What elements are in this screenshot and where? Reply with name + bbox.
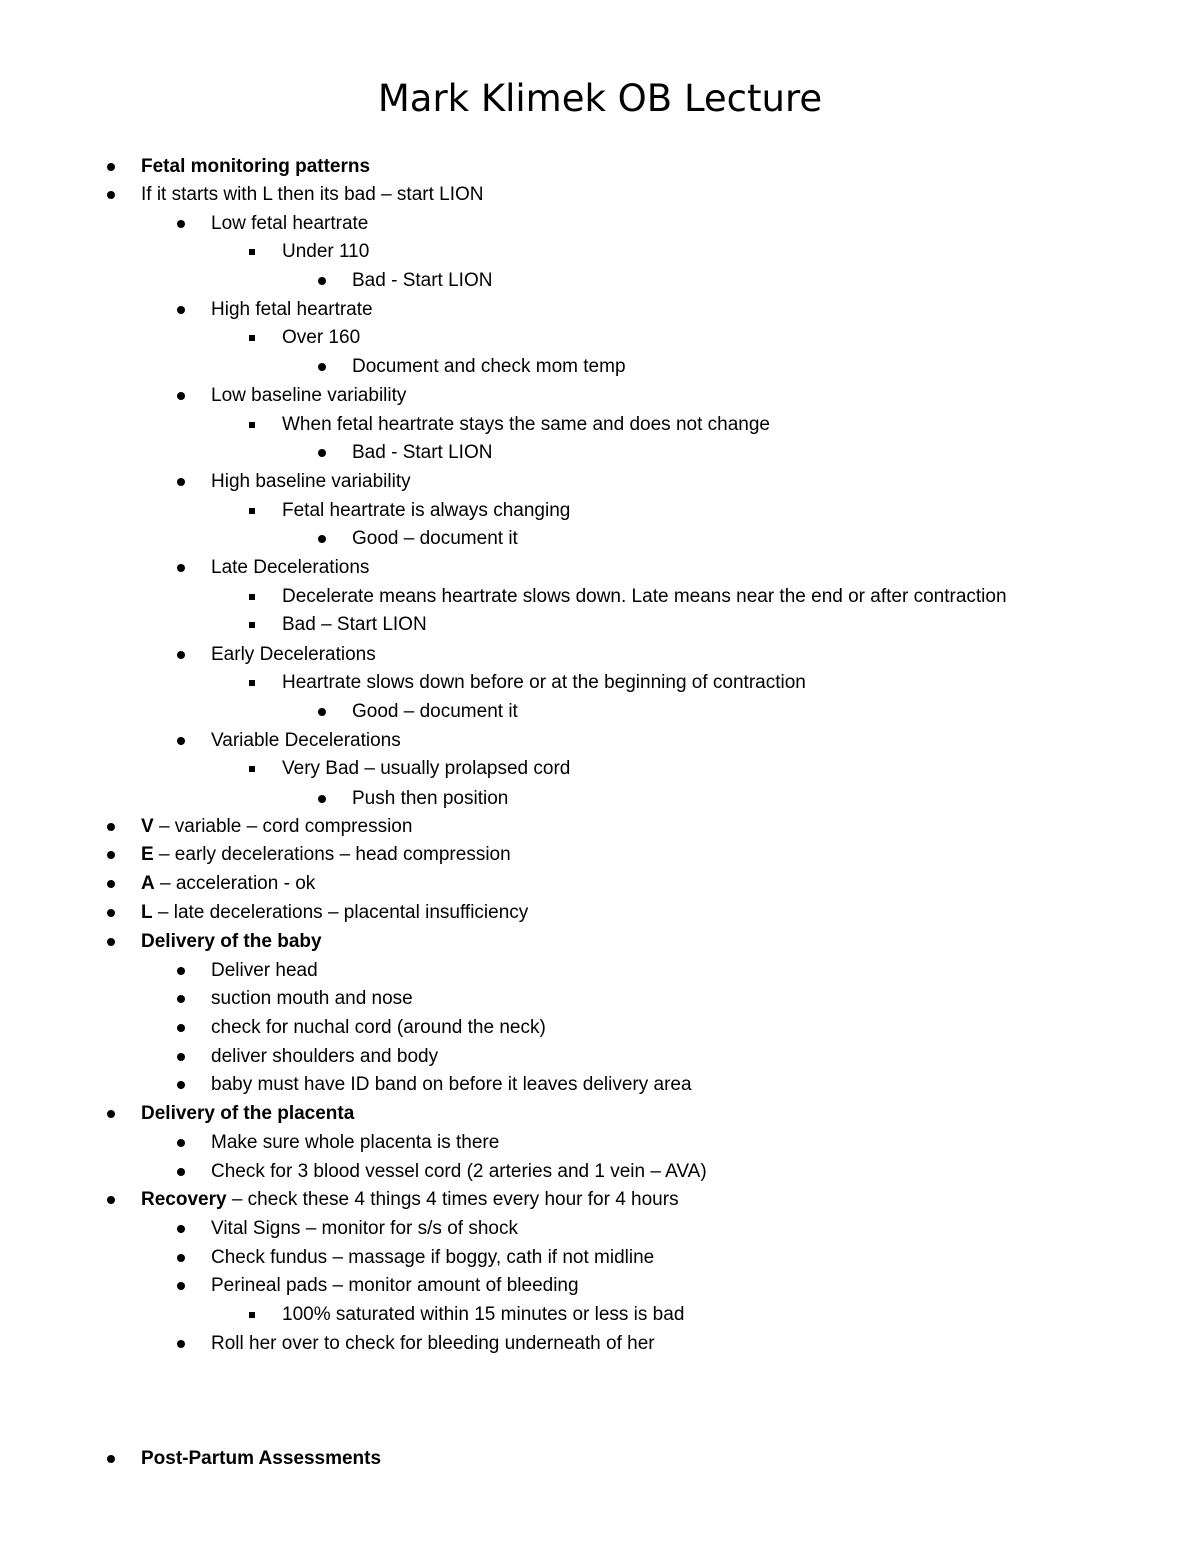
list-item xyxy=(0,411,1200,439)
list-item-text xyxy=(141,181,484,209)
square-bullet-icon xyxy=(246,238,260,266)
list-item xyxy=(0,554,1200,582)
square-bullet-icon xyxy=(246,497,260,525)
list-item xyxy=(0,928,1200,956)
list-item-bold-text: E xyxy=(141,844,154,865)
list-item-text xyxy=(141,1186,679,1214)
list-item-body-text: baby must have ID band on before it leaves delivery area xyxy=(211,1074,692,1095)
list-item-bold-text: Fetal monitoring patterns xyxy=(141,156,371,177)
disc-bullet-icon xyxy=(105,899,119,927)
list-item xyxy=(0,439,1200,467)
square-bullet-icon xyxy=(246,611,260,639)
list-item xyxy=(0,1071,1200,1099)
list-item-body-text: Variable Decelerations xyxy=(211,730,401,751)
list-item-text xyxy=(141,1445,381,1473)
list-item-body-text: Bad - Start LION xyxy=(352,442,493,463)
list-item-body-text: Over 160 xyxy=(282,327,361,348)
list-item-text xyxy=(352,267,492,295)
list-item-body-text: Late Decelerations xyxy=(211,557,370,578)
square-bullet-icon xyxy=(246,583,260,611)
list-item-text xyxy=(211,210,368,238)
list-item xyxy=(0,899,1200,927)
list-item-body-text: Very Bad – usually prolapsed cord xyxy=(282,758,571,779)
list-item xyxy=(0,727,1200,755)
list-item-body-text: deliver shoulders and body xyxy=(211,1046,439,1067)
list-item xyxy=(0,296,1200,324)
list-item xyxy=(0,324,1200,352)
list-item xyxy=(0,382,1200,410)
disc-bullet-icon xyxy=(175,727,189,755)
list-item xyxy=(0,841,1200,869)
list-item-body-text: suction mouth and nose xyxy=(211,988,413,1009)
disc-bullet-icon xyxy=(175,1244,189,1272)
list-item-bold-text: V xyxy=(141,816,154,837)
disc-bullet-icon xyxy=(175,1014,189,1042)
list-item xyxy=(0,468,1200,496)
list-item-text xyxy=(211,1043,438,1071)
list-item-text xyxy=(211,727,401,755)
list-item xyxy=(0,583,1200,611)
list-item-text xyxy=(211,1215,518,1243)
disc-bullet-icon xyxy=(316,785,330,813)
list-item-body-text: – acceleration - ok xyxy=(154,873,316,894)
list-item-body-text: Check fundus – massage if boggy, cath if not midline xyxy=(211,1247,655,1268)
list-item xyxy=(0,353,1200,381)
list-item-body-text: Make sure whole placenta is there xyxy=(211,1132,500,1153)
disc-bullet-icon xyxy=(175,1129,189,1157)
disc-bullet-icon xyxy=(105,1186,119,1214)
list-item-bold-text: Delivery of the baby xyxy=(141,931,322,952)
list-item-bold-text: Post-Partum Assessments xyxy=(141,1448,382,1469)
list-item-text xyxy=(211,985,413,1013)
page-title: Mark Klimek OB Lecture xyxy=(377,77,823,120)
list-item-body-text: Bad – Start LION xyxy=(282,614,427,635)
disc-bullet-icon xyxy=(175,468,189,496)
list-item-text xyxy=(352,785,508,813)
list-item xyxy=(0,238,1200,266)
list-item xyxy=(0,611,1200,639)
list-item-text xyxy=(282,238,369,266)
list-item xyxy=(0,1330,1200,1358)
list-item-body-text: 100% saturated within 15 minutes or less is bad xyxy=(282,1304,685,1325)
square-bullet-icon xyxy=(246,324,260,352)
list-item xyxy=(0,1244,1200,1272)
list-item-text xyxy=(211,1158,707,1186)
list-item-body-text: When fetal heartrate stays the same and does not change xyxy=(282,414,770,435)
list-item xyxy=(0,497,1200,525)
list-item-text xyxy=(211,641,376,669)
disc-bullet-icon xyxy=(105,813,119,841)
list-item xyxy=(0,870,1200,898)
list-item-text xyxy=(211,382,406,410)
list-item xyxy=(0,1129,1200,1157)
list-item-text xyxy=(282,1301,684,1329)
list-item xyxy=(0,1215,1200,1243)
list-item-body-text: – variable – cord compression xyxy=(153,816,413,837)
disc-bullet-icon xyxy=(175,554,189,582)
list-item-body-text: If it starts with L then its bad – start LION xyxy=(141,184,484,205)
disc-bullet-icon xyxy=(316,439,330,467)
list-item-text xyxy=(141,841,511,869)
list-item xyxy=(0,525,1200,553)
list-item-text xyxy=(141,899,528,927)
disc-bullet-icon xyxy=(175,1272,189,1300)
list-item-text xyxy=(352,439,492,467)
disc-bullet-icon xyxy=(105,1100,119,1128)
list-item xyxy=(0,181,1200,209)
list-item xyxy=(0,755,1200,783)
disc-bullet-icon xyxy=(105,153,119,181)
disc-bullet-icon xyxy=(175,1158,189,1186)
list-item-body-text: – late decelerations – placental insufficiency xyxy=(152,902,529,923)
list-item-body-text: Low baseline variability xyxy=(211,385,407,406)
list-item-text xyxy=(282,611,427,639)
list-item-text xyxy=(211,296,373,324)
list-item-text xyxy=(211,1129,499,1157)
list-item-body-text: Early Decelerations xyxy=(211,644,376,665)
disc-bullet-icon xyxy=(105,928,119,956)
list-item-bold-text: L xyxy=(141,902,153,923)
list-item-body-text: Heartrate slows down before or at the beginning of contraction xyxy=(282,672,806,693)
list-item-body-text: Good – document it xyxy=(352,701,518,722)
list-item xyxy=(0,1301,1200,1329)
list-item-body-text: Document and check mom temp xyxy=(352,356,626,377)
list-item xyxy=(0,641,1200,669)
disc-bullet-icon xyxy=(316,267,330,295)
list-item-body-text: – early decelerations – head compression xyxy=(153,844,511,865)
list-item-body-text: High fetal heartrate xyxy=(211,299,373,320)
disc-bullet-icon xyxy=(175,210,189,238)
list-item-body-text: check for nuchal cord (around the neck) xyxy=(211,1017,546,1038)
list-item-body-text: Push then position xyxy=(352,788,509,809)
list-item-text xyxy=(282,324,360,352)
list-item xyxy=(0,669,1200,697)
disc-bullet-icon xyxy=(175,1215,189,1243)
disc-bullet-icon xyxy=(175,296,189,324)
list-item-text xyxy=(141,870,315,898)
list-item-body-text: Low fetal heartrate xyxy=(211,213,369,234)
list-item xyxy=(0,1186,1200,1214)
disc-bullet-icon xyxy=(175,1330,189,1358)
disc-bullet-icon xyxy=(316,525,330,553)
list-item-bold-text: Delivery of the placenta xyxy=(141,1103,355,1124)
list-item-text xyxy=(211,1330,655,1358)
list-item xyxy=(0,1100,1200,1128)
disc-bullet-icon xyxy=(105,181,119,209)
list-item-text xyxy=(141,153,370,181)
list-item xyxy=(0,1158,1200,1186)
list-item xyxy=(0,813,1200,841)
disc-bullet-icon xyxy=(316,698,330,726)
list-item xyxy=(0,210,1200,238)
list-item-text xyxy=(282,411,770,439)
list-item-text xyxy=(282,755,570,783)
list-item xyxy=(0,1014,1200,1042)
list-item xyxy=(0,785,1200,813)
list-item-text xyxy=(211,1014,546,1042)
disc-bullet-icon xyxy=(175,985,189,1013)
list-item-body-text: Fetal heartrate is always changing xyxy=(282,500,571,521)
list-item-body-text: Decelerate means heartrate slows down. Late means near the end or after contraction xyxy=(282,586,1007,607)
list-item-body-text: Deliver head xyxy=(211,960,318,981)
list-item xyxy=(0,957,1200,985)
list-item xyxy=(0,267,1200,295)
list-item xyxy=(0,1043,1200,1071)
list-item-body-text: Bad - Start LION xyxy=(352,270,493,291)
list-item-body-text: Vital Signs – monitor for s/s of shock xyxy=(211,1218,518,1239)
list-item-body-text: – check these 4 things 4 times every hour for 4 hours xyxy=(226,1189,679,1210)
list-item-text xyxy=(282,497,570,525)
disc-bullet-icon xyxy=(175,382,189,410)
square-bullet-icon xyxy=(246,669,260,697)
list-item xyxy=(0,1272,1200,1300)
list-item-body-text: Check for 3 blood vessel cord (2 arteries and 1 vein – AVA) xyxy=(211,1161,707,1182)
disc-bullet-icon xyxy=(105,870,119,898)
list-item-text xyxy=(352,525,518,553)
square-bullet-icon xyxy=(246,1301,260,1329)
list-item xyxy=(0,698,1200,726)
list-item-text xyxy=(211,1272,579,1300)
list-item-text xyxy=(211,554,369,582)
list-item xyxy=(0,1445,1200,1473)
list-item-text xyxy=(141,928,322,956)
list-item xyxy=(0,153,1200,181)
list-item xyxy=(0,985,1200,1013)
list-item-text xyxy=(211,1244,654,1272)
list-item-body-text: High baseline variability xyxy=(211,471,411,492)
list-item-body-text: Roll her over to check for bleeding underneath of her xyxy=(211,1333,655,1354)
list-item-bold-text: A xyxy=(141,873,155,894)
list-item-text xyxy=(211,957,318,985)
list-item-text xyxy=(211,1071,692,1099)
list-item-body-text: Under 110 xyxy=(282,241,370,262)
list-item-text xyxy=(282,669,806,697)
list-item-text xyxy=(352,698,518,726)
disc-bullet-icon xyxy=(316,353,330,381)
list-item-bold-text: Recovery xyxy=(141,1189,227,1210)
square-bullet-icon xyxy=(246,755,260,783)
disc-bullet-icon xyxy=(105,1445,119,1473)
disc-bullet-icon xyxy=(105,841,119,869)
disc-bullet-icon xyxy=(175,1043,189,1071)
disc-bullet-icon xyxy=(175,957,189,985)
square-bullet-icon xyxy=(246,411,260,439)
list-item-text xyxy=(352,353,626,381)
list-item-text xyxy=(141,1100,354,1128)
disc-bullet-icon xyxy=(175,1071,189,1099)
list-item-body-text: Good – document it xyxy=(352,528,518,549)
disc-bullet-icon xyxy=(175,641,189,669)
list-item-text xyxy=(211,468,411,496)
list-item-body-text: Perineal pads – monitor amount of bleeding xyxy=(211,1275,579,1296)
list-item-text xyxy=(282,583,1007,611)
list-item-text xyxy=(141,813,412,841)
